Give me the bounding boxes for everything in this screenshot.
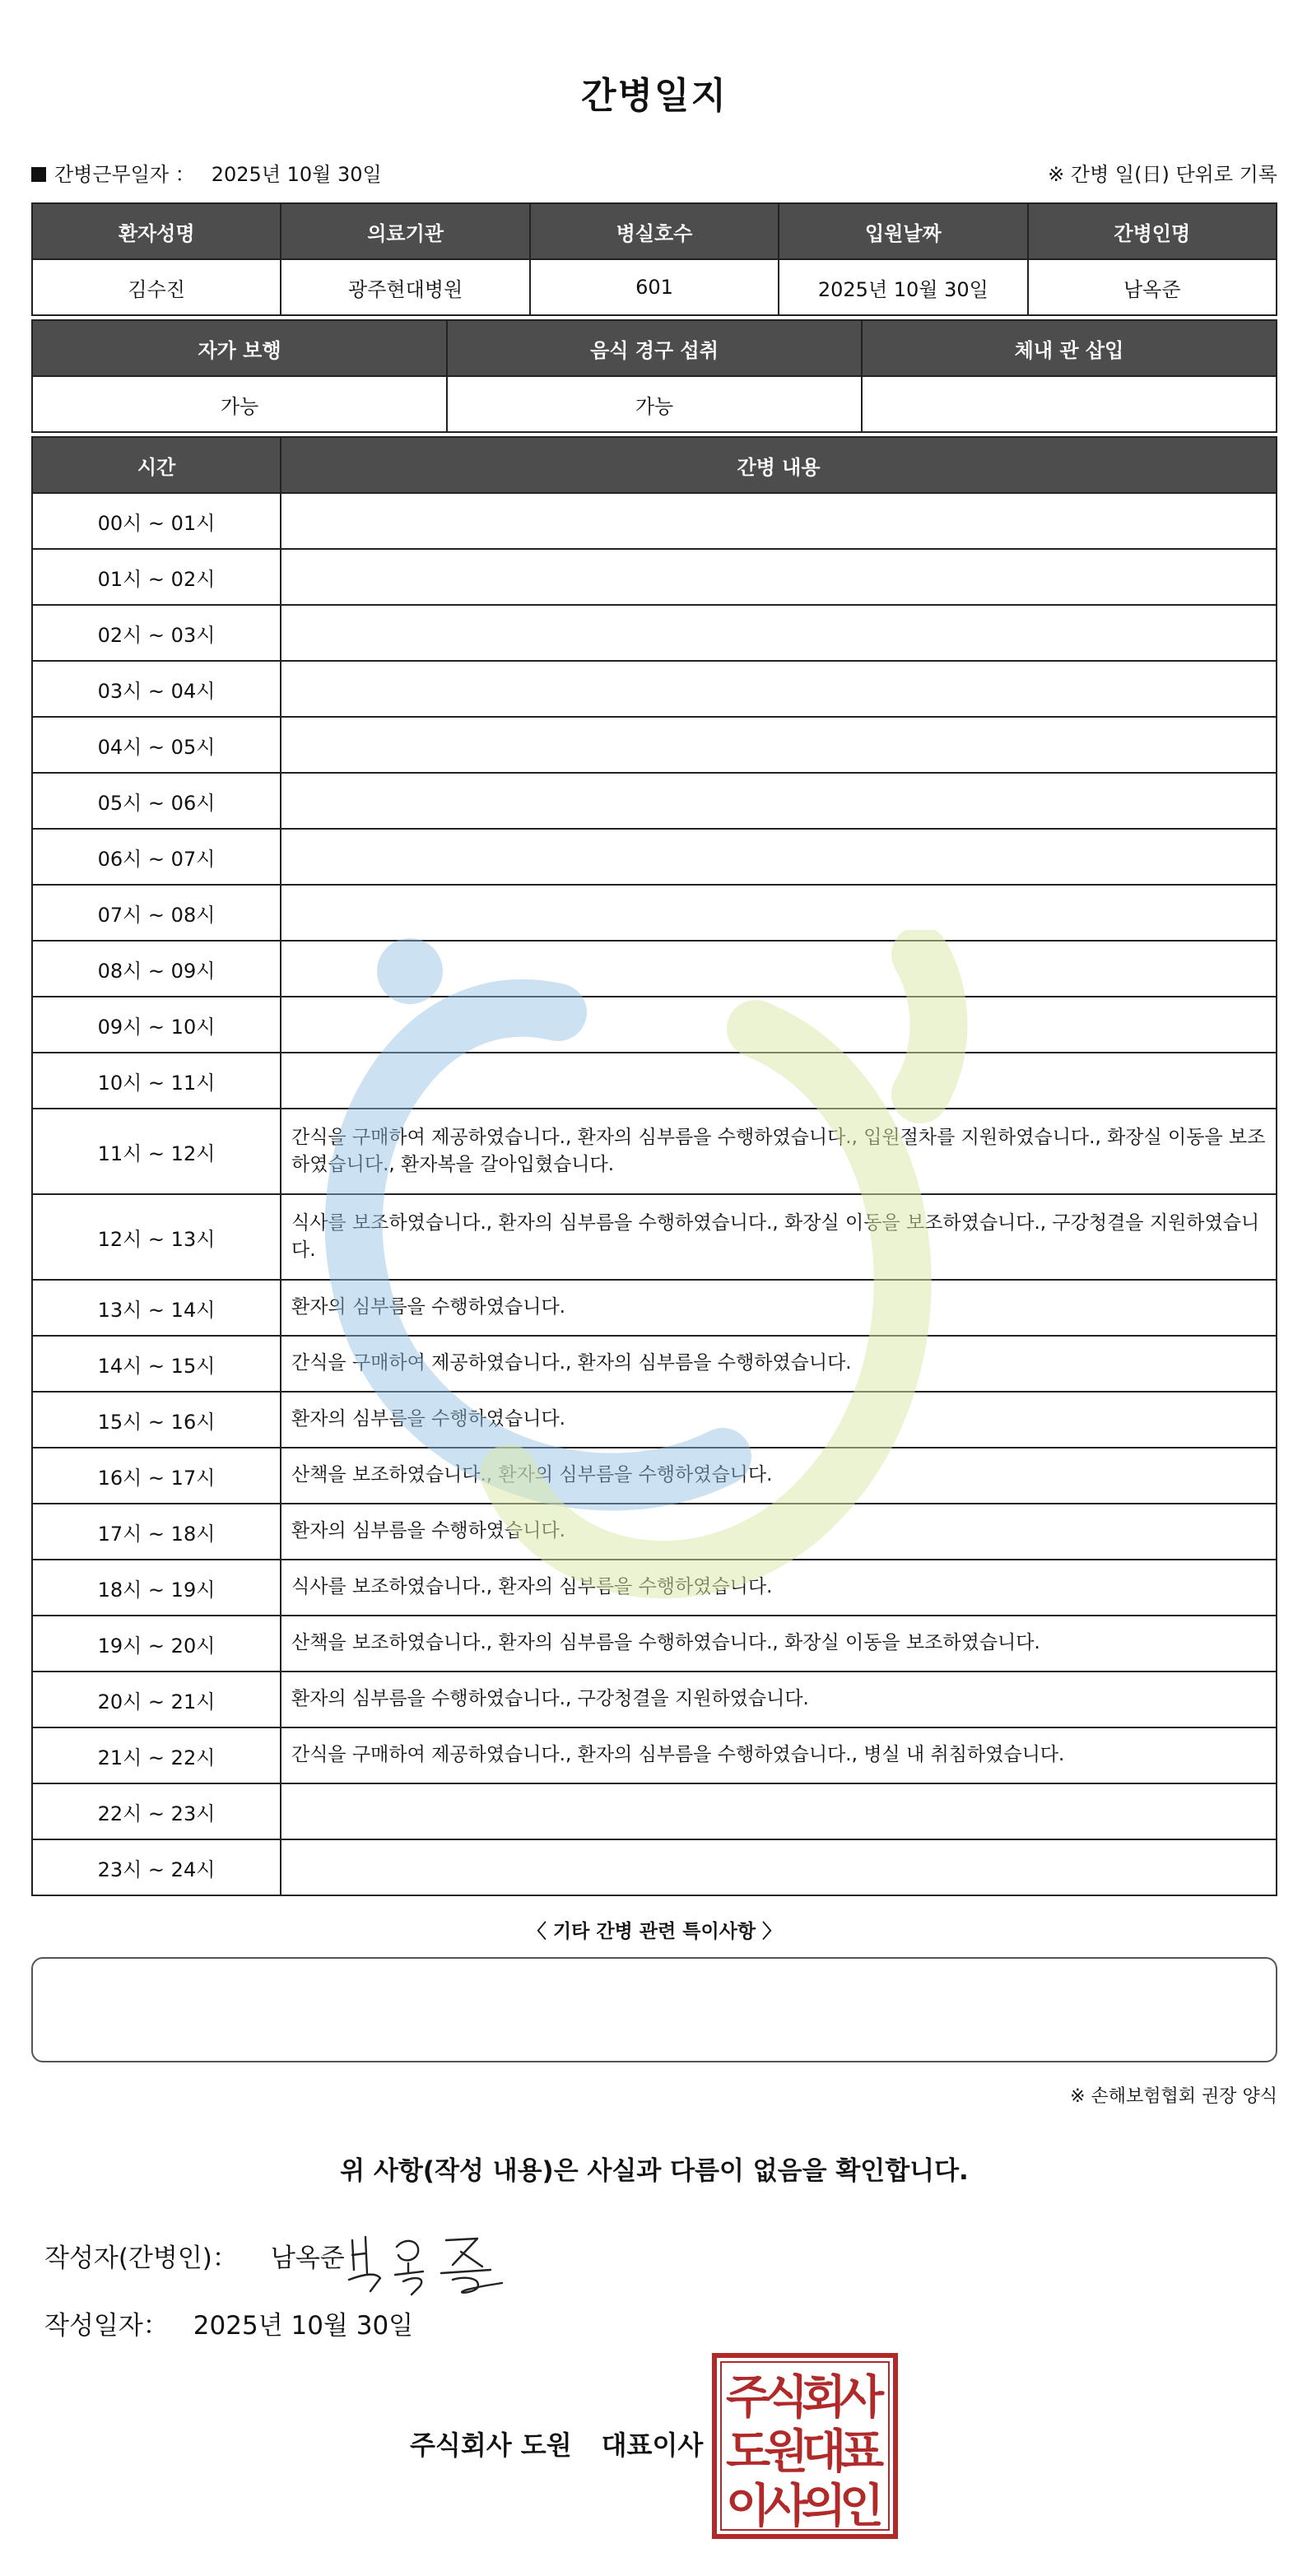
room-number: 601 bbox=[530, 259, 779, 315]
log-content bbox=[281, 661, 1277, 717]
log-row bbox=[32, 493, 1277, 549]
log-content bbox=[281, 941, 1277, 997]
log-content: 산책을 보조하였습니다., 환자의 심부름을 수행하였습니다., 화장실 이동을 보조하였습니다. bbox=[281, 1616, 1277, 1672]
log-time: 07시 ~ 08시 bbox=[32, 885, 281, 941]
svg-text:도: 도 bbox=[725, 2425, 771, 2479]
log-row bbox=[32, 1504, 1277, 1560]
log-row bbox=[32, 605, 1277, 661]
log-content bbox=[281, 549, 1277, 605]
header-oral-intake: 음식 경구 섭취 bbox=[447, 320, 862, 376]
log-row bbox=[32, 1839, 1277, 1895]
log-row bbox=[32, 773, 1277, 829]
svg-text:사: 사 bbox=[839, 2371, 885, 2425]
log-row bbox=[32, 1560, 1277, 1616]
header-admission-date: 입원날짜 bbox=[779, 203, 1027, 259]
log-content bbox=[281, 829, 1277, 885]
header-patient-name: 환자성명 bbox=[32, 203, 281, 259]
log-content bbox=[281, 605, 1277, 661]
log-content: 환자의 심부름을 수행하였습니다., 구강청결을 지원하였습니다. bbox=[281, 1672, 1277, 1727]
log-time: 17시 ~ 18시 bbox=[32, 1504, 281, 1560]
patient-name: 김수진 bbox=[32, 259, 281, 315]
svg-text:회: 회 bbox=[801, 2371, 847, 2425]
log-content bbox=[281, 773, 1277, 829]
log-row bbox=[32, 717, 1277, 773]
log-row bbox=[32, 1336, 1277, 1392]
log-time: 09시 ~ 10시 bbox=[32, 997, 281, 1053]
log-time: 18시 ~ 19시 bbox=[32, 1560, 281, 1616]
log-time: 06시 ~ 07시 bbox=[32, 829, 281, 885]
log-rows bbox=[32, 493, 1277, 1895]
log-time: 22시 ~ 23시 bbox=[32, 1783, 281, 1839]
log-time: 05시 ~ 06시 bbox=[32, 773, 281, 829]
svg-text:의: 의 bbox=[801, 2480, 847, 2533]
svg-text:원: 원 bbox=[763, 2425, 809, 2479]
unit-note: ※ 간병 일(日) 단위로 기록 bbox=[1048, 163, 1277, 186]
write-date-label: 작성일자： bbox=[44, 2311, 169, 2341]
log-content bbox=[281, 717, 1277, 773]
log-content: 간식을 구매하여 제공하였습니다., 환자의 심부름을 수행하였습니다., 입원절차를 지원하였습니다., 화장실 이동을 보조하였습니다., 환자복을 갈아입혔습니다. bbox=[281, 1109, 1277, 1194]
log-row bbox=[32, 1109, 1277, 1194]
log-content bbox=[281, 493, 1277, 549]
caregiver-name: 남옥준 bbox=[1028, 259, 1277, 315]
log-row bbox=[32, 1616, 1277, 1672]
writer-line bbox=[44, 2237, 345, 2274]
oral-intake-value: 가능 bbox=[447, 376, 862, 432]
svg-text:이: 이 bbox=[725, 2480, 771, 2533]
confirmation-statement: 위 사항(작성 내용)은 사실과 다름이 없음을 확인합니다. bbox=[340, 2156, 969, 2186]
svg-text:사: 사 bbox=[763, 2480, 809, 2533]
work-date-label: 간병근무일자 ： bbox=[54, 163, 195, 186]
header-self-walking: 자가 보행 bbox=[32, 320, 447, 376]
log-time: 23시 ~ 24시 bbox=[32, 1839, 281, 1895]
company-seal-stamp bbox=[711, 2352, 899, 2540]
svg-text:인: 인 bbox=[839, 2480, 885, 2533]
recommend-note: ※ 손해보험협회 권장 양식 bbox=[1070, 2086, 1277, 2107]
log-content: 환자의 심부름을 수행하였습니다. bbox=[281, 1280, 1277, 1336]
care-log-table bbox=[31, 436, 1277, 1896]
log-content: 환자의 심부름을 수행하였습니다. bbox=[281, 1504, 1277, 1560]
log-time: 08시 ~ 09시 bbox=[32, 941, 281, 997]
notes-title: 〈 기타 간병 관련 특이사항 〉 bbox=[527, 1921, 782, 1942]
svg-text:식: 식 bbox=[763, 2371, 809, 2425]
header-care-content: 간병 내용 bbox=[281, 437, 1277, 493]
patient-header-row bbox=[32, 203, 1277, 259]
log-content bbox=[281, 885, 1277, 941]
company-name: 주식회사 도원 bbox=[410, 2430, 572, 2461]
log-content: 산책을 보조하였습니다., 환자의 심부름을 수행하였습니다. bbox=[281, 1448, 1277, 1504]
log-row bbox=[32, 885, 1277, 941]
self-walking-value: 가능 bbox=[32, 376, 447, 432]
square-bullet-icon bbox=[31, 167, 46, 182]
log-time: 02시 ~ 03시 bbox=[32, 605, 281, 661]
log-content bbox=[281, 1839, 1277, 1895]
svg-text:표: 표 bbox=[839, 2425, 885, 2479]
log-row bbox=[32, 941, 1277, 997]
company-rep-title: 대표이사 bbox=[601, 2430, 704, 2461]
header-hospital: 의료기관 bbox=[281, 203, 529, 259]
patient-info-table bbox=[31, 202, 1277, 316]
log-time: 00시 ~ 01시 bbox=[32, 493, 281, 549]
status-value-row bbox=[32, 376, 1277, 432]
write-date-line bbox=[44, 2304, 413, 2341]
log-content: 간식을 구매하여 제공하였습니다., 환자의 심부름을 수행하였습니다. bbox=[281, 1336, 1277, 1392]
log-row bbox=[32, 1280, 1277, 1336]
log-row bbox=[32, 1727, 1277, 1783]
writer-label: 작성자(간병인)： bbox=[44, 2244, 238, 2273]
log-time: 14시 ~ 15시 bbox=[32, 1336, 281, 1392]
log-content: 식사를 보조하였습니다., 환자의 심부름을 수행하였습니다., 화장실 이동을 보조하였습니다., 구강청결을 지원하였습니다. bbox=[281, 1194, 1277, 1280]
header-room: 병실호수 bbox=[530, 203, 779, 259]
log-content: 간식을 구매하여 제공하였습니다., 환자의 심부름을 수행하였습니다., 병실 내 취침하였습니다. bbox=[281, 1727, 1277, 1783]
header-time: 시간 bbox=[32, 437, 281, 493]
log-time: 04시 ~ 05시 bbox=[32, 717, 281, 773]
status-header-row bbox=[32, 320, 1277, 376]
log-content bbox=[281, 1783, 1277, 1839]
log-time: 16시 ~ 17시 bbox=[32, 1448, 281, 1504]
log-header-row bbox=[32, 437, 1277, 493]
svg-text:대: 대 bbox=[801, 2425, 847, 2479]
log-row bbox=[32, 1392, 1277, 1448]
writer-name: 남옥준 bbox=[270, 2244, 345, 2273]
log-row bbox=[32, 1448, 1277, 1504]
header-tube-insertion: 체내 관 삽입 bbox=[862, 320, 1277, 376]
work-date-value: 2025년 10월 30일 bbox=[211, 163, 382, 186]
company-line bbox=[410, 2425, 703, 2462]
log-row bbox=[32, 549, 1277, 605]
hospital-name: 광주현대병원 bbox=[281, 259, 529, 315]
log-row bbox=[32, 1053, 1277, 1109]
log-content bbox=[281, 997, 1277, 1053]
log-row bbox=[32, 661, 1277, 717]
log-time: 19시 ~ 20시 bbox=[32, 1616, 281, 1672]
log-content: 환자의 심부름을 수행하였습니다. bbox=[281, 1392, 1277, 1448]
page-title: 간병일지 bbox=[580, 75, 728, 117]
log-time: 15시 ~ 16시 bbox=[32, 1392, 281, 1448]
log-time: 03시 ~ 04시 bbox=[32, 661, 281, 717]
log-time: 01시 ~ 02시 bbox=[32, 549, 281, 605]
notes-box bbox=[31, 1957, 1277, 2062]
header-caregiver-name: 간병인명 bbox=[1028, 203, 1277, 259]
write-date-value: 2025년 10월 30일 bbox=[193, 2311, 414, 2341]
log-time: 13시 ~ 14시 bbox=[32, 1280, 281, 1336]
work-date-line bbox=[31, 158, 382, 187]
log-time: 11시 ~ 12시 bbox=[32, 1109, 281, 1194]
log-row bbox=[32, 829, 1277, 885]
log-time: 10시 ~ 11시 bbox=[32, 1053, 281, 1109]
log-row bbox=[32, 1194, 1277, 1280]
log-row bbox=[32, 1672, 1277, 1727]
patient-value-row bbox=[32, 259, 1277, 315]
log-row bbox=[32, 1783, 1277, 1839]
log-content bbox=[281, 1053, 1277, 1109]
log-time: 20시 ~ 21시 bbox=[32, 1672, 281, 1727]
svg-text:주: 주 bbox=[725, 2371, 771, 2425]
log-time: 12시 ~ 13시 bbox=[32, 1194, 281, 1280]
admission-date: 2025년 10월 30일 bbox=[779, 259, 1027, 315]
log-content: 식사를 보조하였습니다., 환자의 심부름을 수행하였습니다. bbox=[281, 1560, 1277, 1616]
patient-status-table bbox=[31, 319, 1277, 433]
handwritten-signature bbox=[337, 2222, 535, 2296]
log-time: 21시 ~ 22시 bbox=[32, 1727, 281, 1783]
log-row bbox=[32, 997, 1277, 1053]
tube-insertion-value bbox=[862, 376, 1277, 432]
